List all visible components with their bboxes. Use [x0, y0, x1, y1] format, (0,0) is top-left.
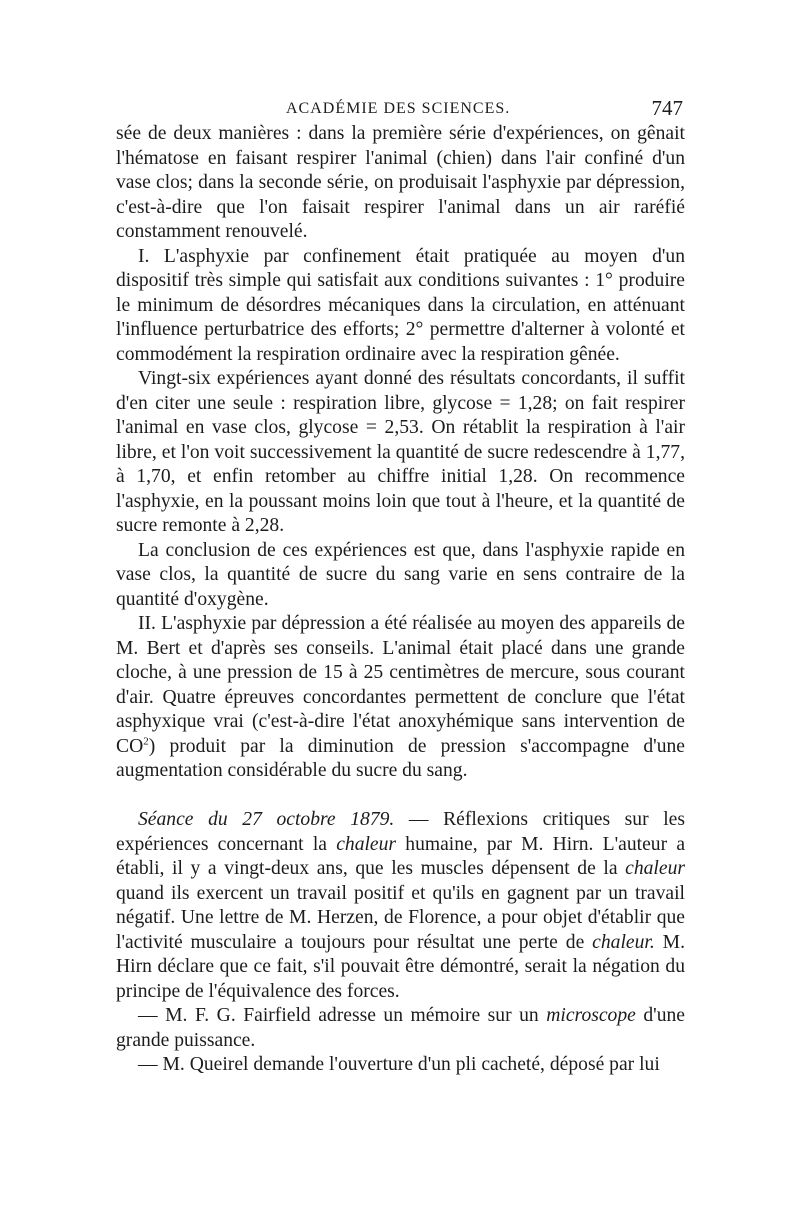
running-title: ACADÉMIE DES SCIENCES.	[286, 100, 511, 117]
paragraph-depression-text: II. L'asphyxie par dépression a été réalisée au moyen des appareils de M. Bert et d'après ses conseils. L'animal était placé dans une grande cloche, à une pression de 15 à 25 centimètres de mercure, sous courant d'air. Quatre épreuves concordantes permettent de conclure que l'état asphyxique vrai (c'est-à-dire l'état anoxyhémique sans intervention de CO	[116, 613, 685, 757]
seance-italic-1: chaleur	[336, 833, 397, 855]
fairfield-italic: microscope	[546, 1005, 636, 1026]
seance-date: 27 octobre 1879.	[242, 809, 395, 830]
seance-label: Séance du	[138, 809, 228, 830]
co2-subscript: 2	[143, 734, 149, 747]
page-number: 747	[651, 96, 683, 120]
paragraph-seance	[116, 808, 685, 1004]
paragraph-continuation: sée de deux manières : dans la première série d'expériences, on gênait l'hématose en faisant respirer l'animal (chien) dans l'air confiné d'un vase clos; dans la seconde série, on produisait l'asphyxie par dépression, c'est-à-dire que l'on faisait respirer l'animal dans un air raréfié constamment renouvelé.	[116, 123, 685, 242]
paragraph-depression	[116, 612, 685, 784]
seance-text-3: quand ils exercent un travail positif et qu'ils en gagnent par un travail négatif. Une lettre de M. Herzen, de Florence, a pour objet d'établir que l'activité musculaire a toujours pour résultat une perte de	[116, 882, 685, 953]
paragraph-queirel: — M. Queirel demande l'ouverture d'un pli cacheté, déposé par lui	[138, 1054, 660, 1075]
fairfield-text: — M. F. G. Fairfield adresse un mémoire sur un	[138, 1005, 547, 1026]
paragraph-experiments: Vingt-six expériences ayant donné des résultats concordants, il suffit d'en citer une seule : respiration libre, glycose = 1,28; on fait respirer l'animal en vase clos, glycose = 2,53. On rétablit la respiration à l'air libre, et l'on voit successivement la quantité de sucre redescendre à 1,77, à 1,70, et enfin retomber au chiffre initial 1,28. On recommence l'asphyxie, en la poussant moins loin que tout à l'heure, et la quantité de sucre remonte à 2,28.	[116, 368, 685, 536]
seance-text-2: humaine, par M. Hirn. L'auteur a établi, il y a vingt-deux ans, que les muscles dépensent de la	[116, 833, 686, 879]
body-text	[116, 122, 685, 1078]
paragraph-depression-text-end: ) produit par la diminution de pression s'accompagne d'une augmentation considérable du sucre du sang.	[116, 735, 685, 781]
seance-text-4: M. Hirn déclare que ce fait, s'il pouvait être démontré, serait la négation du principe de l'équivalence des forces.	[116, 931, 685, 1002]
paragraph-conclusion: La conclusion de ces expériences est que, dans l'asphyxie rapide en vase clos, la quantité de sucre du sang varie en sens contraire de la quantité d'oxygène.	[116, 539, 685, 610]
fairfield-text-end: d'une grande puissance.	[116, 1005, 685, 1051]
seance-text-1: — Réflexions critiques sur les expériences concernant la	[116, 809, 685, 855]
seance-italic-2: chaleur	[625, 858, 685, 879]
seance-italic-3: chaleur.	[592, 931, 655, 953]
paragraph-confinement: I. L'asphyxie par confinement était pratiquée au moyen d'un dispositif très simple qui satisfait aux conditions suivantes : 1° produire le minimum de désordres mécaniques dans la circulation, en atténuant l'influence perturbatrice des efforts; 2° permettre d'alterner à volonté et commodément la respiration ordinaire avec la respiration gênée.	[116, 245, 685, 365]
paragraph-fairfield	[116, 1004, 685, 1053]
